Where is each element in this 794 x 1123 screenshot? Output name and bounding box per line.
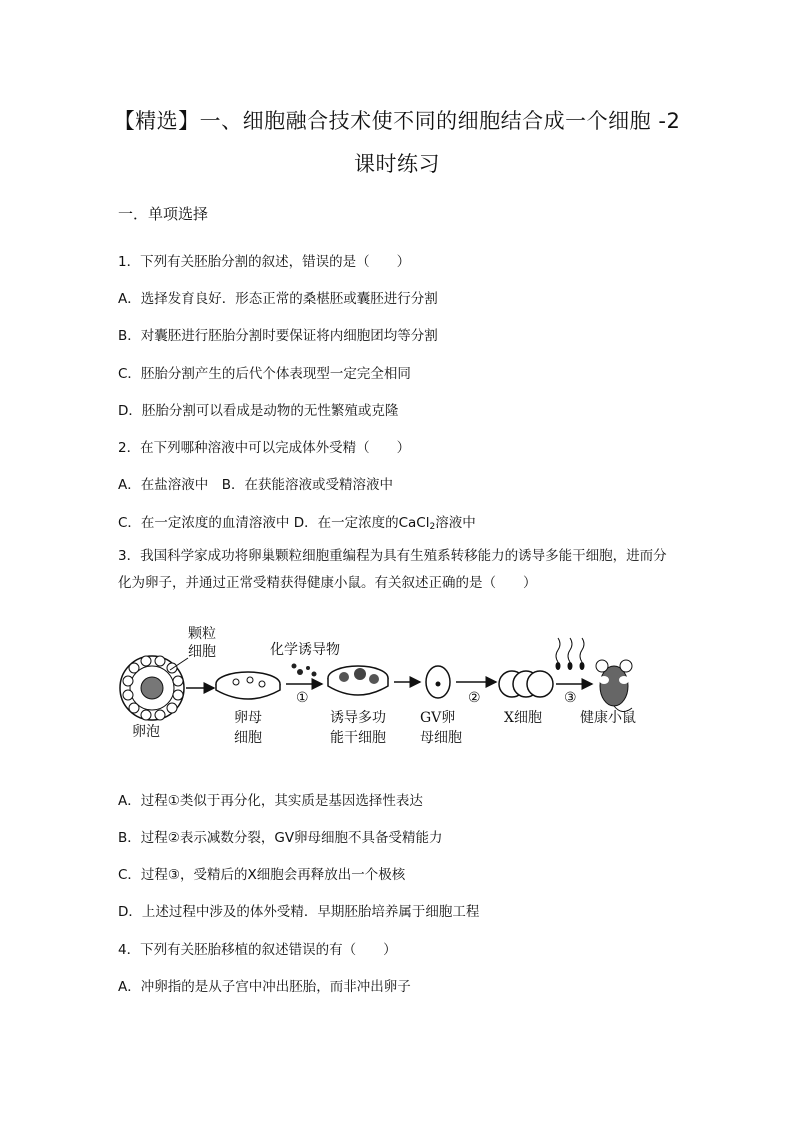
- title-line-1: 【精选】一、细胞融合技术使不同的细胞结合成一个细胞 -2: [113, 109, 681, 133]
- q2-options-cd-tail: 溶液中: [435, 515, 476, 531]
- label-oocyte-1: 卵母: [234, 710, 262, 726]
- q2-options-cd: [118, 511, 476, 532]
- label-gv-1: GV卵: [420, 710, 456, 726]
- gv-oocyte-drawing: [426, 666, 450, 698]
- label-granulosa-1: 颗粒: [188, 626, 216, 642]
- follicle-drawing: [120, 656, 188, 720]
- ips-dish-drawing: [328, 666, 388, 695]
- reprogramming-diagram: [118, 618, 648, 758]
- label-gv-2: 母细胞: [420, 730, 462, 746]
- label-step-2: ②: [468, 690, 481, 706]
- oocyte-dish-drawing: [216, 672, 280, 699]
- q3-option-d: D．上述过程中涉及的体外受精．早期胚胎培养属于细胞工程: [118, 904, 480, 920]
- q1-option-d: D．胚胎分割可以看成是动物的无性繁殖或克隆: [118, 403, 399, 419]
- mouse-drawing: [596, 660, 632, 712]
- label-ips-2: 能干细胞: [330, 730, 386, 746]
- q2-options-ab: A．在盐溶液中 B．在获能溶液或受精溶液中: [118, 477, 393, 493]
- inducer-particles: [292, 664, 317, 677]
- page-title: [100, 100, 694, 186]
- q4-option-a: A．冲卵指的是从子宫中冲出胚胎，而非冲出卵子: [118, 979, 411, 995]
- x-cell-drawing: [499, 671, 553, 697]
- question-2-stem: 2．在下列哪种溶液中可以完成体外受精（ ）: [118, 440, 411, 456]
- question-1-stem: 1．下列有关胚胎分割的叙述，错误的是（ ）: [118, 254, 411, 270]
- label-mouse: 健康小鼠: [580, 710, 636, 726]
- q3-option-a: A．过程①类似于再分化，其实质是基因选择性表达: [118, 793, 423, 809]
- label-step-3: ③: [564, 690, 577, 706]
- q1-option-a: A．选择发育良好．形态正常的桑椹胚或囊胚进行分割: [118, 291, 438, 307]
- q3-option-b: B．过程②表示减数分裂，GV卵母细胞不具备受精能力: [118, 830, 443, 846]
- label-granulosa-2: 细胞: [188, 644, 216, 660]
- label-x-cell: X细胞: [504, 710, 542, 726]
- q1-option-c: C．胚胎分割产生的后代个体表现型一定完全相同: [118, 366, 411, 382]
- label-inducer: 化学诱导物: [270, 642, 340, 658]
- label-step-1: ①: [296, 690, 309, 706]
- title-line-2: 课时练习: [354, 152, 440, 176]
- section-heading: 一．单项选择: [118, 205, 209, 223]
- question-3-stem: 3．我国科学家成功将卵巢颗粒细胞重编程为具有生殖系转移能力的诱导多能干细胞，进而分化为卵子，并通过正常受精获得健康小鼠。有关叙述正确的是（ ）: [118, 548, 667, 591]
- label-oocyte-2: 细胞: [234, 730, 262, 746]
- sperm-drawing: [556, 638, 585, 670]
- question-4-stem: 4．下列有关胚胎移植的叙述错误的有（ ）: [118, 942, 397, 958]
- q3-option-c: C．过程③，受精后的X细胞会再释放出一个极核: [118, 867, 406, 883]
- subscript-2: 2: [429, 522, 436, 532]
- q2-options-cd-text: C．在一定浓度的血清溶液中 D．在一定浓度的CaCl: [118, 515, 430, 531]
- label-ips-1: 诱导多功: [330, 710, 386, 726]
- q1-option-b: B．对囊胚进行胚胎分割时要保证将内细胞团均等分割: [118, 328, 438, 344]
- label-follicle: 卵泡: [132, 724, 160, 740]
